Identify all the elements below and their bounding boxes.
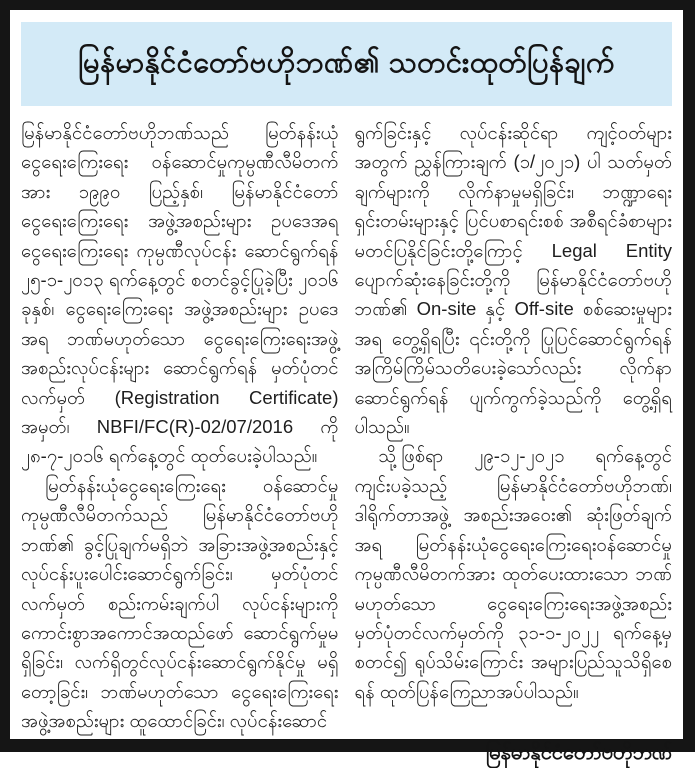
paragraph-2-start: မြတ်နန်းယုံငွေရေးကြေးရေး ဝန်ဆောင်မှု ကုမ္ပဏီလီမိတက်သည် မြန်မာနိုင်ငံတော်ဗဟိုဘဏ်၏ ခွင့်ပြုချက်မရှိဘဲ အခြားအဖွဲ့အစည်းနှင့် လုပ်ငန်းပူးပေါင်းဆောင်ရွက်ခြင်း၊ မှတ်ပုံတင်လက်မှတ် စည်းကမ်းချက်ပါ လုပ်ငန်းများကို ကောင်းစွာအကောင်အထည်ဖော် ဆောင်ရွက်မှုမရှိခြင်း၊ လက်ရှိတွင်လုပ်ငန်းဆောင်ရွက်နိုင်မှု မရှိတော့ခြင်း၊ ဘဏ်မဟုတ်သော ငွေရေးကြေးရေး အဖွဲ့အစည်းများ ထူထောင်ခြင်း၊ လုပ်ငန်းဆောင်: [21, 474, 339, 732]
body-columns: [21, 118, 672, 765]
title-banner: [21, 22, 672, 106]
document-inner-area: [10, 10, 683, 765]
paragraph-3: သို့ဖြစ်ရာ ၂၉-၁၂-၂၀၂၁ ရက်နေ့တွင် ကျင်းပခဲ့သည့် မြန်မာနိုင်ငံတော်ဗဟိုဘဏ်၊ ဒါရိုက်တာအဖွဲ့ အစည်းအဝေး၏ ဆုံးဖြတ်ချက်အရ မြတ်နန်းယုံငွေရေးကြေးရေးဝန်ဆောင်မှု ကုမ္ပဏီလီမိတက်အား ထုတ်ပေးထားသော ဘဏ်မဟုတ်သော ငွေရေးကြေးရေးအဖွဲ့အစည်း မှတ်ပုံတင်လက်မှတ်ကို ၃၁-၁-၂၀၂၂ ရက်နေ့မှစတင်၍ ရုပ်သိမ်းကြောင်း အများပြည်သူသိရှိစေရန် ထုတ်ပြန်ကြေညာအပ်ပါသည်။: [354, 445, 672, 702]
left-column: [21, 118, 339, 730]
paragraph-1: မြန်မာနိုင်ငံတော်ဗဟိုဘဏ်သည် မြတ်နန်းယုံ ငွေရေးကြေးရေး ဝန်ဆောင်မှုကုမ္ပဏီလီမိတက်အား ၁၉၉၀ ပြည့်နှစ်၊ မြန်မာနိုင်ငံတော် ငွေရေးကြေးရေး အဖွဲ့အစည်းများ ဥပဒေအရ ငွေရေးကြေးရေး ကုမ္ပဏီလုပ်ငန်း ဆောင်ရွက်ရန် ၂၅-၁-၂၀၁၃ ရက်နေ့တွင် စတင်ခွင့်ပြုခဲ့ပြီး ၂၀၁၆ ခုနှစ်၊ ငွေရေးကြေးရေး အဖွဲ့အစည်းများ ဥပဒေအရ ဘဏ်မဟုတ်သော ငွေရေးကြေးရေးအဖွဲ့အစည်းလုပ်ငန်းများ ဆောင်ရွက်ရန် မှတ်ပုံတင်လက်မှတ် (Registration Certificate) အမှတ်၊ NBFI/FC(R)-02/07/2016 ကို ၂၈-၇-၂၀၁၆ ရက်နေ့တွင် ထုတ်ပေးခဲ့ပါသည်။: [21, 122, 339, 467]
page-title: မြန်မာနိုင်ငံတော်ဗဟိုဘဏ်၏ သတင်းထုတ်ပြန်ချက်: [78, 47, 615, 80]
right-column: [354, 118, 673, 765]
signature-central-bank: မြန်မာနိုင်ငံတော်ဗဟိုဘဏ်: [485, 742, 672, 765]
paragraph-2-continuation: ရွက်ခြင်းနှင့် လုပ်ငန်းဆိုင်ရာ ကျင့်ဝတ်များအတွက် ညွှန်ကြားချက် (၁/၂၀၂၁) ပါ သတ်မှတ်ချက်များကို လိုက်နာမှုမရှိခြင်း၊ ဘဏ္ဍာရေးရှင်းတမ်းများနှင့် ပြင်ပစာရင်းစစ် အစီရင်ခံစာများ မတင်ပြနိုင်ခြင်းတို့ကြောင့် Legal Entity ပျောက်ဆုံးနေခြင်းတို့ကို မြန်မာနိုင်ငံတော်ဗဟိုဘဏ်၏ On-site နှင့် Off-site စစ်ဆေးမှုများအရ တွေ့ရှိရပြီး ၎င်းတို့ကို ပြုပြင်ဆောင်ရွက်ရန် အကြိမ်ကြိမ်သတိပေးခဲ့သော်လည်း လိုက်နာဆောင်ရွက်ရန် ပျက်ကွက်ခဲ့သည်ကို တွေ့ရှိရပါသည်။: [354, 122, 672, 438]
